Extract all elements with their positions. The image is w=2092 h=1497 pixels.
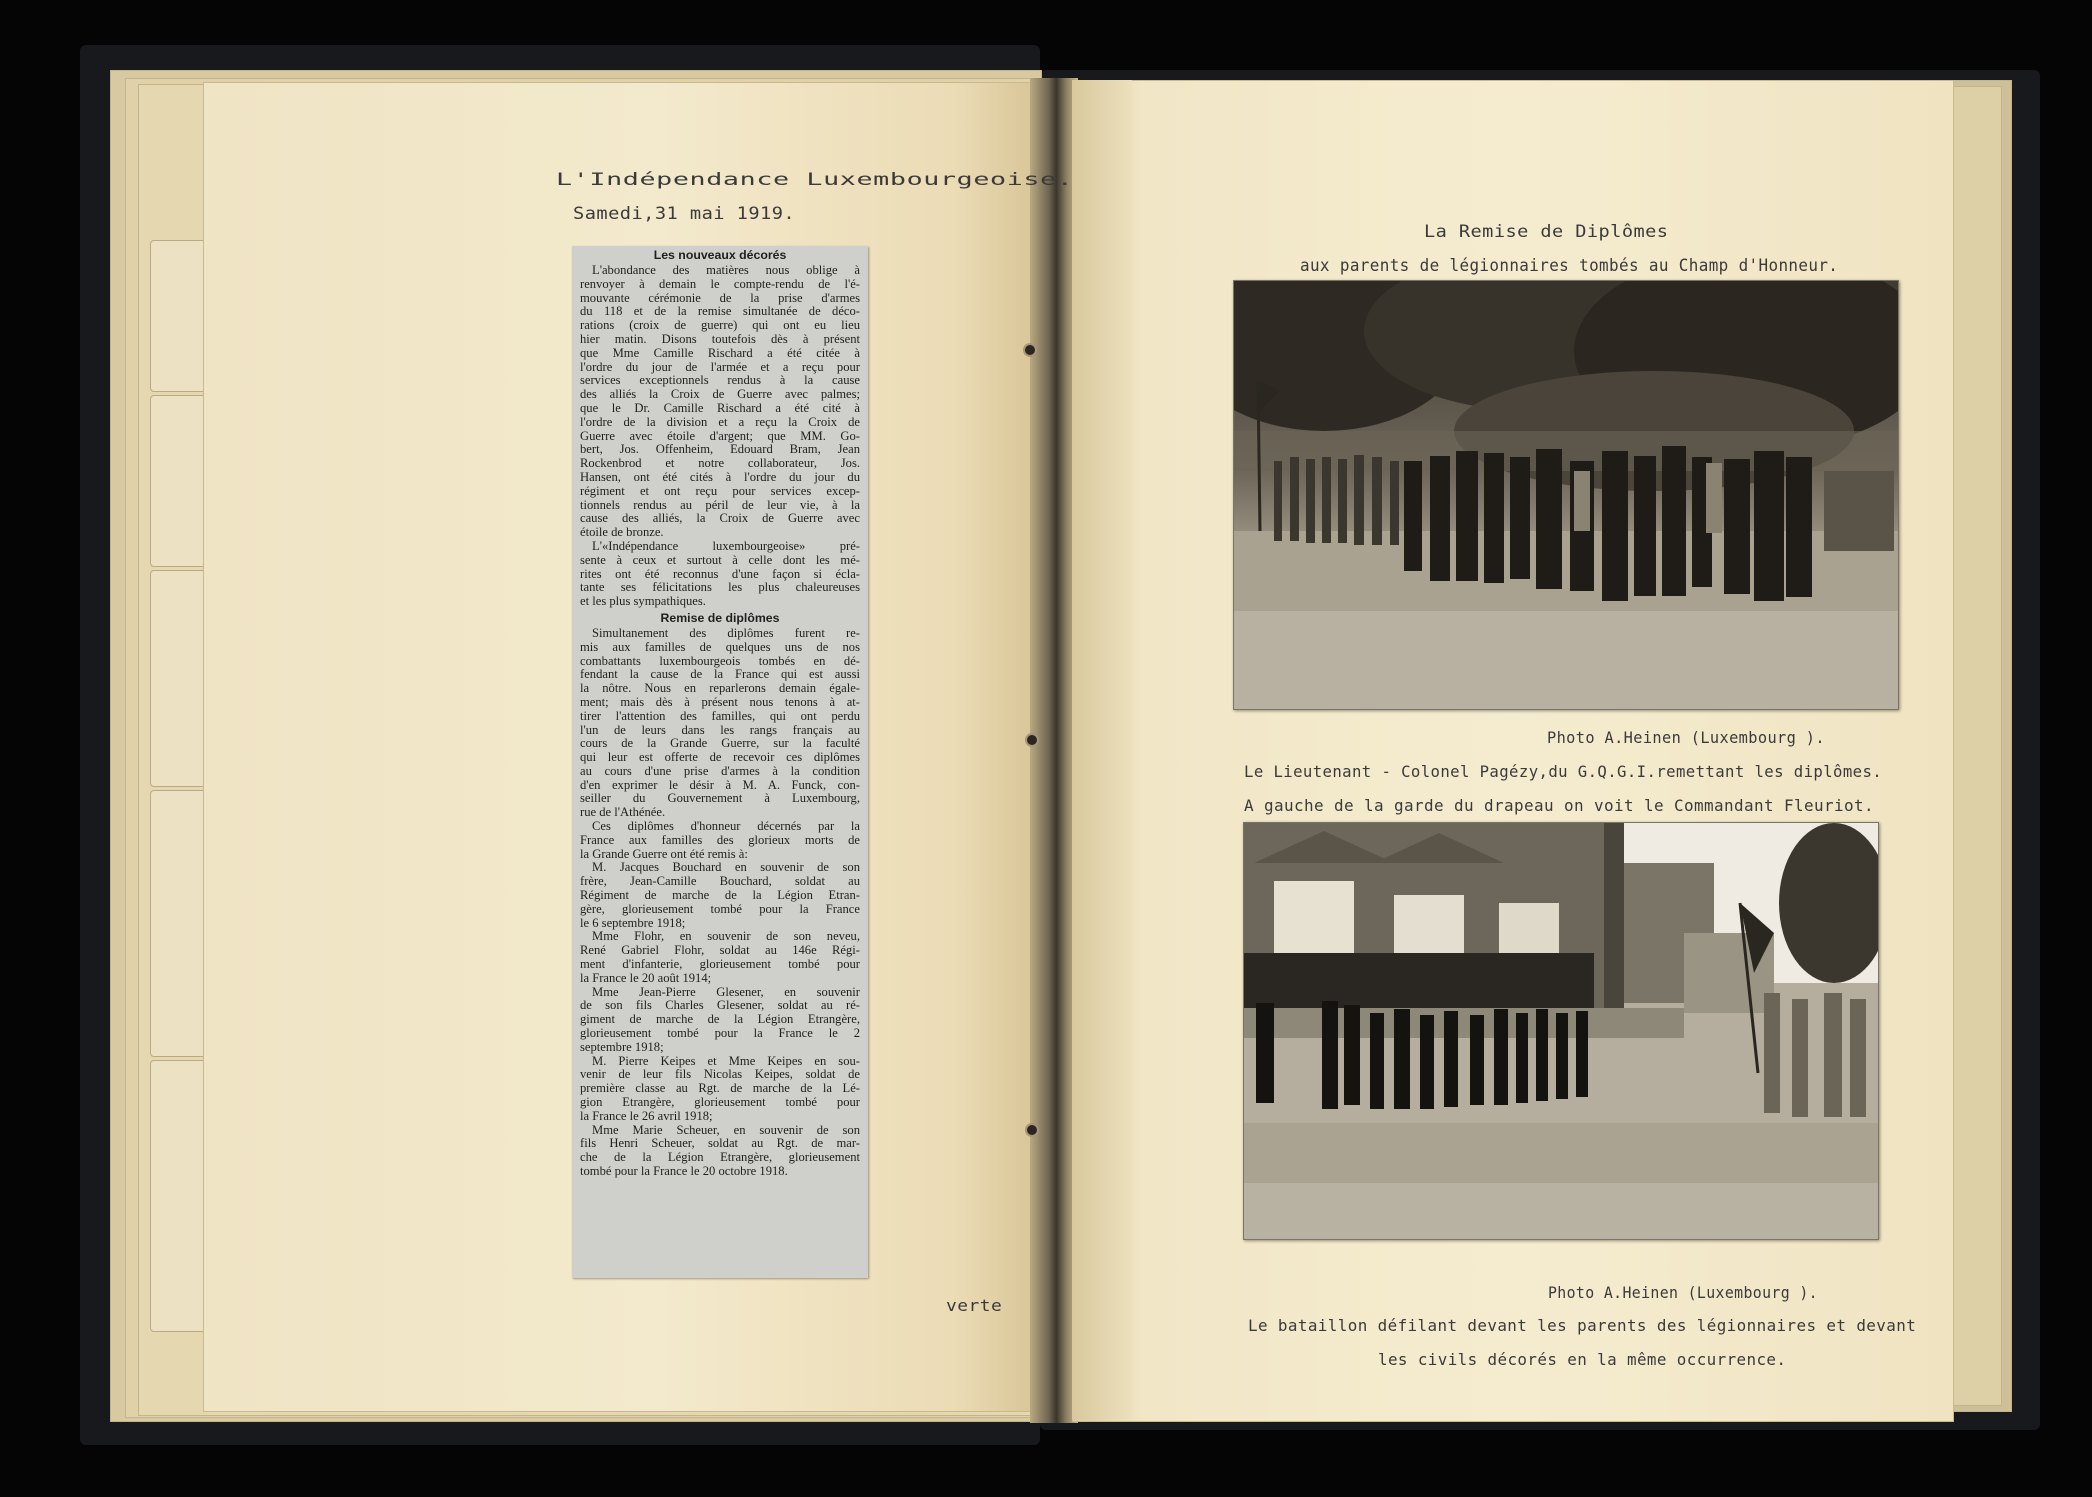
clipping-line: que Mme Camille Rischard a été citée à: [580, 346, 860, 360]
index-tab[interactable]: [150, 240, 210, 392]
clipping-line: la Grande Guerre ont été remis à:: [580, 847, 748, 861]
clipping-line: France aux familles des glorieux morts de: [580, 833, 860, 847]
clipping-line: première classe au Rgt. de marche de la Lé-: [580, 1082, 860, 1096]
clipping-line: Hansen, ont été cités à l'ordre du jour du: [580, 470, 860, 484]
clipping-line: bert, Jos. Offenheim, Edouard Bram, Jean: [580, 443, 860, 457]
clipping-line: cours de la Grande Guerre, sur la faculté: [580, 737, 860, 751]
clipping-line: l'un de leurs dans les rangs français au: [580, 723, 860, 737]
photo-battalion-parade-image: [1244, 823, 1878, 1239]
clipping-line: mouvante cérémonie de la prise d'armes: [580, 291, 860, 305]
clipping-line: l'ordre du jour de l'armée et a reçu pour: [580, 360, 860, 374]
clipping-line: gion Etrangère, glorieusement tombé pour: [580, 1096, 860, 1110]
photo-caption: les civils décorés en la même occurrence.: [1378, 1350, 1787, 1369]
clipping-line: Mme Marie Scheuer, en souvenir de son: [592, 1123, 860, 1137]
page-subtitle: aux parents de légionnaires tombés au Champ d'Honneur.: [1300, 256, 1839, 276]
book-gutter: [1030, 78, 1078, 1423]
clipping-heading: Remise de diplômes: [660, 610, 780, 625]
clipping-line: ment d'infanterie, glorieusement tombé pour: [580, 958, 860, 972]
clipping-line: au cours d'une prise d'armes à la condition: [580, 764, 860, 778]
clipping-line: tante ses félicitations les plus chaleureuses: [580, 581, 860, 595]
binding-hole: [1027, 735, 1037, 745]
clipping-line: Simultanement des diplômes furent re-: [592, 626, 860, 640]
page-title: La Remise de Diplômes: [1424, 222, 1669, 242]
clipping-line: fendant la cause de la France qui est aussi: [580, 668, 860, 682]
clipping-line: L'«Indépendance luxembourgeoise» pré-: [592, 539, 860, 553]
clipping-line: frère, Jean-Camille Bouchard, soldat au: [580, 875, 860, 889]
clipping-line: septembre 1918;: [580, 1040, 664, 1054]
photo-caption: Le Lieutenant - Colonel Pagézy,du G.Q.G.I.remettant les diplômes.: [1244, 762, 1883, 781]
clipping-line: rations (croix de guerre) qui ont eu lieu: [580, 319, 860, 333]
photo-battalion-parade: [1243, 822, 1879, 1240]
clipping-line: combattants luxembourgeois tombés en dé-: [580, 654, 860, 668]
photo-diploma-ceremony-image: [1234, 281, 1898, 709]
clipping-line: régiment et ont reçu pour services excep-: [580, 484, 860, 498]
clipping-line: tirer l'attention des familles, qui ont perdu: [580, 709, 860, 723]
binding-hole: [1025, 345, 1035, 355]
clipping-line: Mme Jean-Pierre Glesener, en souvenir: [592, 985, 860, 999]
newspaper-clipping: [572, 246, 868, 1278]
clipping-line: ment; mais dès à présent nous tenons à at-: [580, 695, 860, 709]
clipping-line: le 6 septembre 1918;: [580, 916, 686, 930]
clipping-line: l'ordre de la division et a reçu la Croix de: [580, 415, 860, 429]
clipping-line: giment de marche de la Légion Etrangère,: [580, 1013, 860, 1027]
margin-note: verte: [946, 1296, 1003, 1315]
photo-caption: Le bataillon défilant devant les parents des légionnaires et devant: [1248, 1316, 1917, 1335]
clipping-line: et les plus sympathiques.: [580, 595, 706, 609]
clipping-line: hier matin. Disons toutefois dès à présent: [580, 332, 860, 346]
clipping-line: L'abondance des matières nous oblige à: [592, 264, 860, 277]
clipping-line: seiller du Gouvernement à Luxembourg,: [580, 792, 860, 806]
clipping-line: Mme Flohr, en souvenir de son neveu,: [592, 930, 860, 944]
clipping-line: rites ont été reconnus d'une façon si écla-: [580, 567, 860, 581]
clipping-line: des alliés la Croix de Guerre avec palmes;: [580, 388, 860, 402]
newspaper-name: L'Indépendance Luxembourgeoise.: [556, 170, 1074, 190]
clipping-line: Régiment de marche de la Légion Etran-: [580, 889, 860, 903]
clipping-line: du 118 et de la remise simultanée de déco-: [580, 305, 860, 319]
clipping-line: services exceptionnels rendus à la cause: [580, 374, 860, 388]
clipping-line: Ces diplômes d'honneur décernés par la: [592, 820, 860, 834]
clipping-line: fils Henri Scheuer, soldat au Rgt. de mar-: [580, 1137, 860, 1151]
clipping-line: sente à ceux et surtout à celle dont les mé-: [580, 553, 860, 567]
clipping-line: qui leur est offerte de recevoir ces diplômes: [580, 751, 860, 765]
clipping-line: étoile de bronze.: [580, 526, 664, 540]
clipping-line: gère, glorieusement tombé pour la France: [580, 902, 860, 916]
clipping-line: venir de leur fils Nicolas Keipes, soldat de: [580, 1068, 860, 1082]
clipping-line: glorieusement tombé pour la France le 2: [580, 1027, 860, 1041]
photo-credit: Photo A.Heinen (Luxembourg ).: [1548, 1283, 1818, 1302]
clipping-heading: Les nouveaux décorés: [653, 248, 787, 262]
clipping-line: M. Pierre Keipes et Mme Keipes en sou-: [592, 1054, 860, 1068]
photo-diploma-ceremony: [1233, 280, 1899, 710]
index-tab[interactable]: [150, 570, 210, 787]
clipping-line: de son fils Charles Glesener, soldat au ré-: [580, 999, 860, 1013]
clipping-line: d'en exprimer le désir à M. A. Funck, con-: [580, 778, 860, 792]
clipping-line: cause des alliés, la Croix de Guerre avec: [580, 512, 860, 526]
clipping-line: tombé pour la France le 20 octobre 1918.: [580, 1165, 788, 1178]
clipping-line: la France le 26 avril 1918;: [580, 1109, 713, 1123]
clipping-section-decorations: [580, 264, 860, 609]
clipping-line: Guerre avec étoile d'argent; que MM. Go-: [580, 429, 860, 443]
index-tab[interactable]: [150, 1060, 210, 1332]
clipping-line: que le Dr. Camille Rischard a été cité à: [580, 401, 860, 415]
clipping-line: Rockenbrod et notre collaborateur, Jos.: [580, 457, 860, 471]
photo-credit: Photo A.Heinen (Luxembourg ).: [1547, 728, 1825, 747]
clipping-line: M. Jacques Bouchard en souvenir de son: [592, 861, 860, 875]
clipping-line: René Gabriel Flohr, soldat au 146e Régi-: [580, 944, 860, 958]
page-mount-strip: [1072, 80, 1132, 1420]
clipping-line: rue de l'Athénée.: [580, 806, 666, 820]
clipping-line: mis aux familles de quelques uns de nos: [580, 640, 860, 654]
clipping-line: che de la Légion Etrangère, glorieusement: [580, 1151, 860, 1165]
clipping-line: la France le 20 août 1914;: [580, 971, 712, 985]
clipping-line: tionnels rendus au péril de leur vie, à la: [580, 498, 860, 512]
index-tab[interactable]: [150, 395, 210, 567]
photo-caption: A gauche de la garde du drapeau on voit le Commandant Fleuriot.: [1244, 796, 1875, 815]
clipping-section-diplomas: [580, 627, 860, 1179]
clipping-line: la nôtre. Nous en reparlerons demain égale-: [580, 682, 860, 696]
newspaper-date: Samedi,31 mai 1919.: [573, 204, 796, 224]
index-tab[interactable]: [150, 790, 210, 1057]
clipping-line: renvoyer à demain le compte-rendu de l'é-: [580, 277, 860, 291]
binding-hole: [1027, 1125, 1037, 1135]
